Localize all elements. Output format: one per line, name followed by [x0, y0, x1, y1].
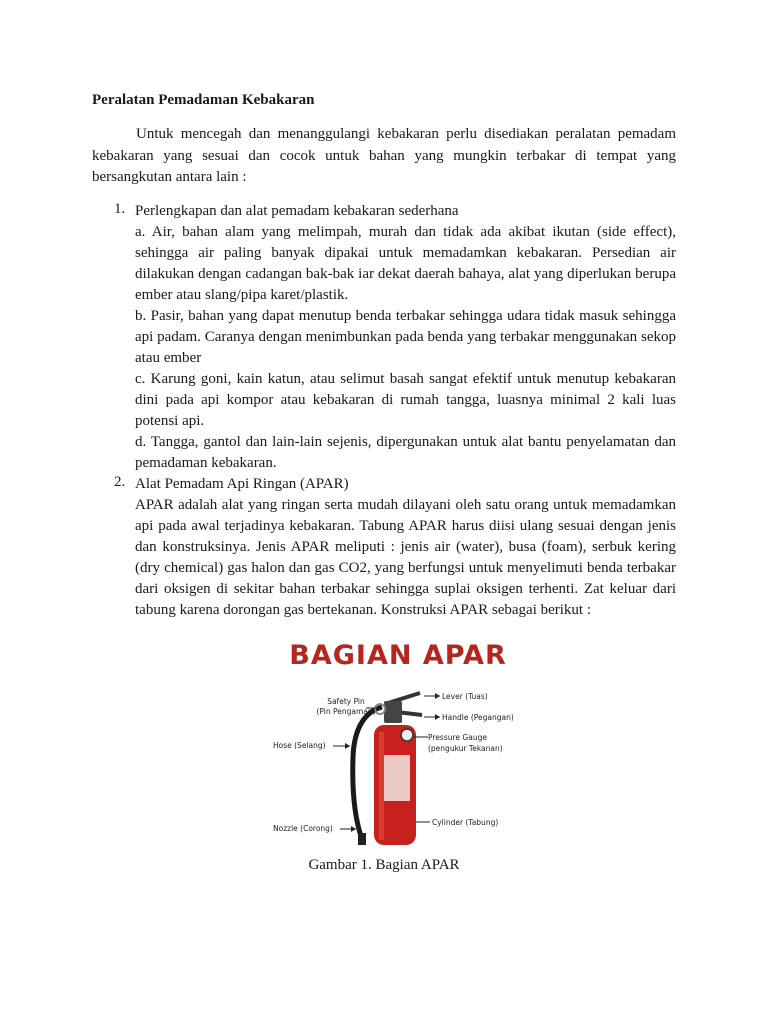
apar-figure [270, 637, 526, 847]
list-item-number: 2. [114, 474, 126, 490]
subitem-d: d. Tangga, gantol dan lain-lain sejenis, dipergunakan untuk alat bantu penyelamatan dan pemadaman kebakaran. [135, 434, 676, 471]
list-item [92, 474, 676, 621]
label-cylinder: Cylinder (Tabung) [432, 818, 499, 827]
label-nozzle: Nozzle (Corong) [273, 824, 333, 833]
label-handle: Handle (Pegangan) [442, 713, 514, 722]
document-title: Peralatan Pemadaman Kebakaran [92, 92, 315, 108]
label-safety-pin: Safety Pin [327, 697, 365, 706]
subitem-c: c. Karung goni, kain katun, atau selimut basah sangat efektif untuk menutup kebakaran dini pada api kompor atau kebakaran di rumah tangga, luasnya minimal 2 kali luas potensi api. [135, 371, 676, 429]
figure-title: BAGIAN APAR [289, 640, 507, 671]
intro-paragraph: Untuk mencegah dan menanggulangi kebakaran perlu disediakan peralatan pemadam kebakaran yang sesuai dan cocok untuk bahan yang mungkin terbakar di tempat yang bersangkutan antara lain : [92, 126, 676, 185]
subitem-b: b. Pasir, bahan yang dapat menutup benda terbakar sehingga udara tidak masuk sehingga api padam. Caranya dengan menimbunkan pada benda yang terbakar menggunakan sekop atau ember [135, 308, 676, 366]
list-item [92, 201, 676, 474]
list-item-number: 1. [114, 201, 126, 217]
label-pressure-gauge-sub: (pengukur Tekanan) [428, 744, 503, 753]
list-item-heading: Perlengkapan dan alat pemadam kebakaran sederhana [135, 203, 459, 219]
list-item-heading: Alat Pemadam Api Ringan (APAR) [135, 476, 349, 492]
label-hose: Hose (Selang) [273, 741, 326, 750]
equipment-list [92, 201, 676, 621]
label-safety-pin-sub: (Pin Pengaman) [316, 707, 376, 716]
label-pressure-gauge: Pressure Gauge [428, 733, 487, 742]
subitem-a: a. Air, bahan alam yang melimpah, murah dan tidak ada akibat ikutan (side effect), sehingga air paling banyak dipakai untuk memadamkan kebakaran. Persedian air dilakukan dengan cadangan bak-bak iar dekat daerah bahaya, alat yang diperlukan berupa ember atau slang/pipa karet/plastik. [135, 224, 676, 303]
label-lever: Lever (Tuas) [442, 692, 488, 701]
apar-diagram [270, 637, 526, 847]
figure-caption: Gambar 1. Bagian APAR [308, 857, 460, 873]
apar-description: APAR adalah alat yang ringan serta mudah dilayani oleh satu orang untuk memadamkan api pada awal terjadinya kebakaran. Tabung APAR harus diisi ulang sesuai dengan jenis dan konstruksinya. Jenis APAR meliputi : jenis air (water), busa (foam), serbuk kering (dry chemical) gas halon dan gas CO2, yang berfungsi untuk menyelimuti benda terbakar dari oksigen di sekitar bahan terbakar sehingga suplai oksigen terhenti. Zat keluar dari tabung karena dorongan gas bertekanan. Konstruksi APAR sebagai berikut : [135, 497, 676, 618]
